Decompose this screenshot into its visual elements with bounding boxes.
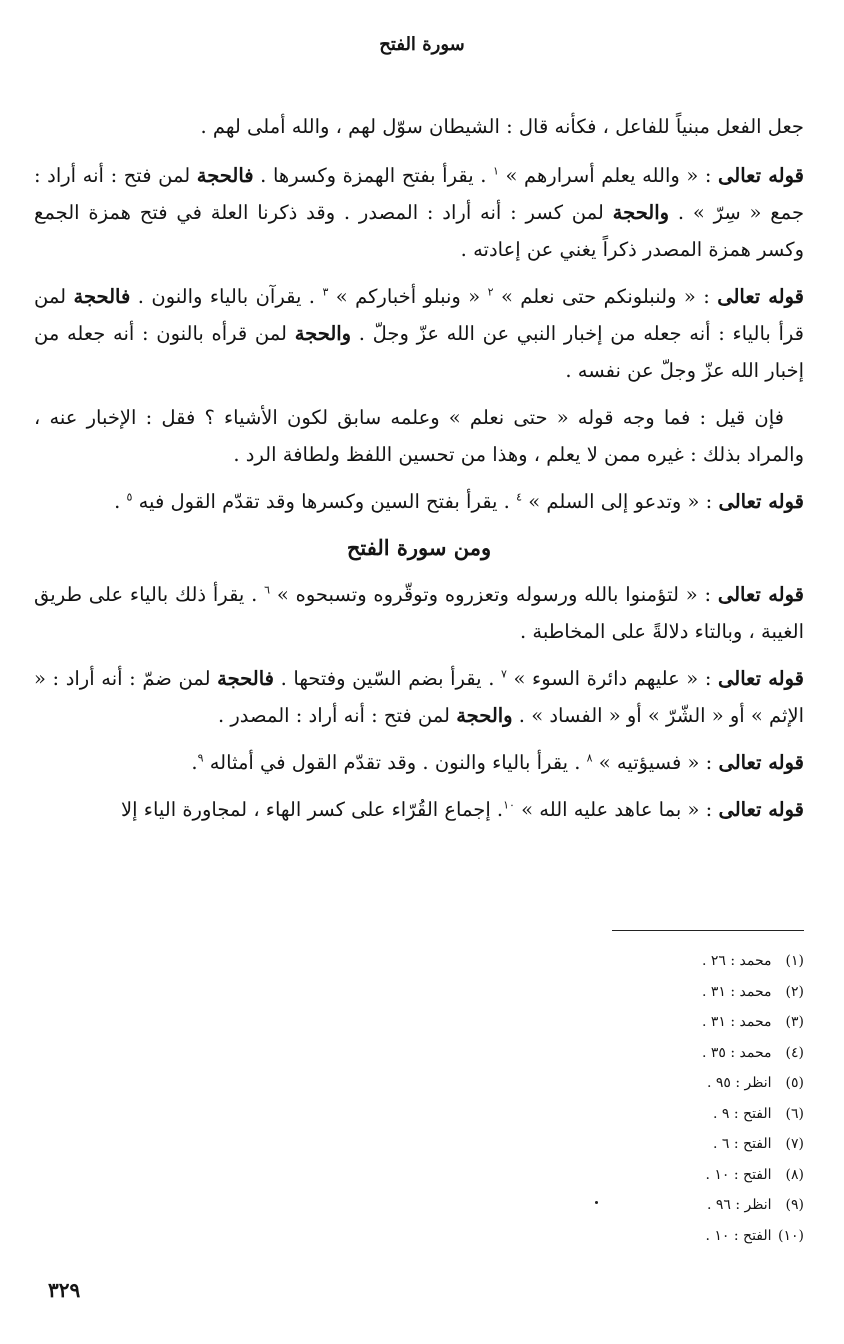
footnote-text: الفتح : ٦ .: [712, 1136, 772, 1152]
footnote-text: انظر : ٩٥ .: [706, 1075, 772, 1091]
footnote-text: محمد : ٣١ .: [701, 983, 772, 1000]
body-text: [34, 108, 804, 838]
keyword: قوله تعالى: [717, 583, 804, 606]
text-run: . يقرأ بفتح الهمزة وكسرها .: [253, 164, 494, 187]
text-run: .: [114, 490, 127, 513]
keyword: فالحجة: [217, 667, 274, 690]
page-number: ٣٢٩: [48, 1278, 81, 1302]
paragraph: [34, 744, 804, 781]
keyword: والحجة: [612, 201, 670, 224]
running-head: سورة الفتح: [379, 34, 465, 55]
footnote-text: محمد : ٣٥ .: [701, 1044, 772, 1061]
keyword: قوله تعالى: [717, 285, 804, 308]
text-run: . إجماع القُرّاء على كسر الهاء ، لمجاورة الياء إلا: [121, 798, 504, 821]
footnote-marker: ٦: [264, 583, 271, 597]
text-run: . يقرأ بالياء والنون . وقد تقدّم القول في أمثاله: [203, 751, 587, 774]
footnote-item: [504, 1129, 804, 1160]
text-run: . يقرآن بالياء والنون .: [130, 285, 323, 308]
footnote-marker: ٧: [501, 667, 507, 681]
text-run: .: [191, 751, 198, 774]
keyword: قوله تعالى: [718, 164, 804, 187]
footnote-number: (٤): [785, 1044, 804, 1061]
footnote-marker: ٣: [322, 285, 329, 299]
footnote-item: [504, 1221, 804, 1252]
footnote-text: محمد : ٢٦ .: [701, 953, 772, 969]
footnote-item: [504, 946, 804, 977]
keyword: قوله تعالى: [718, 751, 804, 774]
footnote-marker: ٨: [586, 751, 593, 765]
text-run: . يقرأ ذلك بالياء على طريق الغيبة ، وبالتاء دلالةً على المخاطبة .: [34, 583, 804, 643]
footnotes: [504, 946, 804, 1251]
text-run: : « بما عاهد عليه الله »: [514, 798, 719, 821]
paragraph: [34, 791, 804, 828]
footnote-number: (٧): [785, 1136, 804, 1152]
footnote-number: (١٠): [778, 1227, 804, 1244]
paragraph: [34, 483, 804, 520]
footnote-number: (٩): [785, 1197, 804, 1213]
text-run: : « عليهم دائرة السوء »: [506, 667, 719, 690]
footnote-marker: ١٠: [503, 798, 515, 812]
paragraph: [34, 399, 804, 473]
keyword: والحجة: [294, 322, 352, 345]
footnote-item: [504, 1038, 804, 1069]
text-run: لمن قرأ بالياء : أنه جعله من إخبار النبي عن الله عزّ وجلّ .: [34, 285, 804, 345]
footnote-number: (٢): [785, 983, 804, 1000]
footnote-item: [504, 1190, 804, 1221]
footnote-text: الفتح : ١٠ .: [705, 1227, 772, 1244]
footnote-separator: [612, 930, 804, 931]
keyword: والحجة: [456, 704, 513, 727]
footnote-item: [504, 1160, 804, 1191]
section-title: ومن سورة الفتح: [346, 535, 492, 560]
paragraph: [34, 278, 804, 389]
text-run: لمن فتح : أنه أراد : المصدر .: [217, 704, 457, 727]
paragraphs-group-1: [34, 108, 804, 520]
text-run: : « ولنبلونكم حتى نعلم »: [493, 285, 718, 308]
footnote-number: (٣): [785, 1014, 804, 1030]
footnote-number: (٨): [785, 1166, 804, 1183]
footnote-text: محمد : ٣١ .: [701, 1014, 772, 1030]
footnote-item: [504, 1068, 804, 1099]
text-run: : « والله يعلم أسرارهم »: [498, 164, 719, 187]
paragraph: [34, 108, 804, 145]
keyword: فالحجة: [196, 164, 254, 187]
footnote-number: (٥): [785, 1075, 804, 1091]
ink-speck: [595, 1201, 598, 1204]
paragraph: [34, 157, 804, 268]
keyword: فالحجة: [73, 285, 131, 308]
paragraph: [34, 660, 804, 734]
text-run: لمن ضمّ : أنه أراد : « الإثم » أو « الشّرّ » أو « الفساد » .: [34, 667, 804, 727]
footnote-number: (١): [785, 953, 804, 969]
footnote-item: [504, 977, 804, 1008]
footnote-marker: ٥: [126, 490, 133, 504]
paragraphs-group-2: [34, 576, 804, 828]
footnote-marker: ٩: [197, 751, 204, 765]
text-run: : « وتدعو إلى السلم »: [522, 490, 719, 513]
footnote-text: انظر : ٩٦ .: [706, 1197, 772, 1213]
footnote-item: [504, 1007, 804, 1038]
keyword: قوله تعالى: [718, 490, 804, 513]
text-run: لمن قرأه بالنون : أنه جعله من إخبار الله عزّ وجلّ عن نفسه .: [34, 322, 804, 382]
text-run: . يقرأ بفتح السين وكسرها وقد تقدّم القول فيه: [132, 490, 517, 513]
footnote-item: [504, 1099, 804, 1130]
keyword: قوله تعالى: [718, 667, 804, 690]
footnote-marker: ٢: [487, 285, 494, 299]
text-run: : « لتؤمنوا بالله ورسوله وتعزروه وتوقّروه وتسبحوه »: [270, 583, 718, 606]
text-run: . يقرأ بضم السّين وفتحها .: [273, 667, 501, 690]
footnote-marker: ٤: [516, 490, 523, 504]
paragraph: [34, 576, 804, 650]
text-run: لمن فتح : أنه أراد : جمع « سِرّ » .: [34, 164, 804, 224]
footnote-marker: ١: [493, 164, 499, 178]
text-run: فإن قيل : فما وجه قوله « حتى نعلم » وعلمه سابق لكون الأشياء ؟ فقل : الإخبار عنه ، والمراد بذلك : غيره ممن لا يعلم ، وهذا من تحسين اللفظ ولطافة الرد .: [34, 406, 804, 466]
text-run: لمن كسر : أنه أراد : المصدر . وقد ذكرنا العلة في فتح همزة الجمع وكسر همزة المصدر ذكراً يغني عن إعادته .: [34, 201, 804, 261]
text-run: جعل الفعل مبنياً للفاعل ، فكأنه قال : الشيطان سوّل لهم ، والله أملى لهم .: [200, 115, 804, 138]
keyword: قوله تعالى: [718, 798, 804, 821]
text-run: « ونبلو أخباركم »: [328, 285, 488, 308]
footnote-text: الفتح : ١٠ .: [705, 1166, 772, 1183]
footnote-text: الفتح : ٩ .: [712, 1105, 772, 1122]
text-run: : « فسيؤتيه »: [592, 751, 719, 774]
footnote-number: (٦): [785, 1105, 804, 1122]
